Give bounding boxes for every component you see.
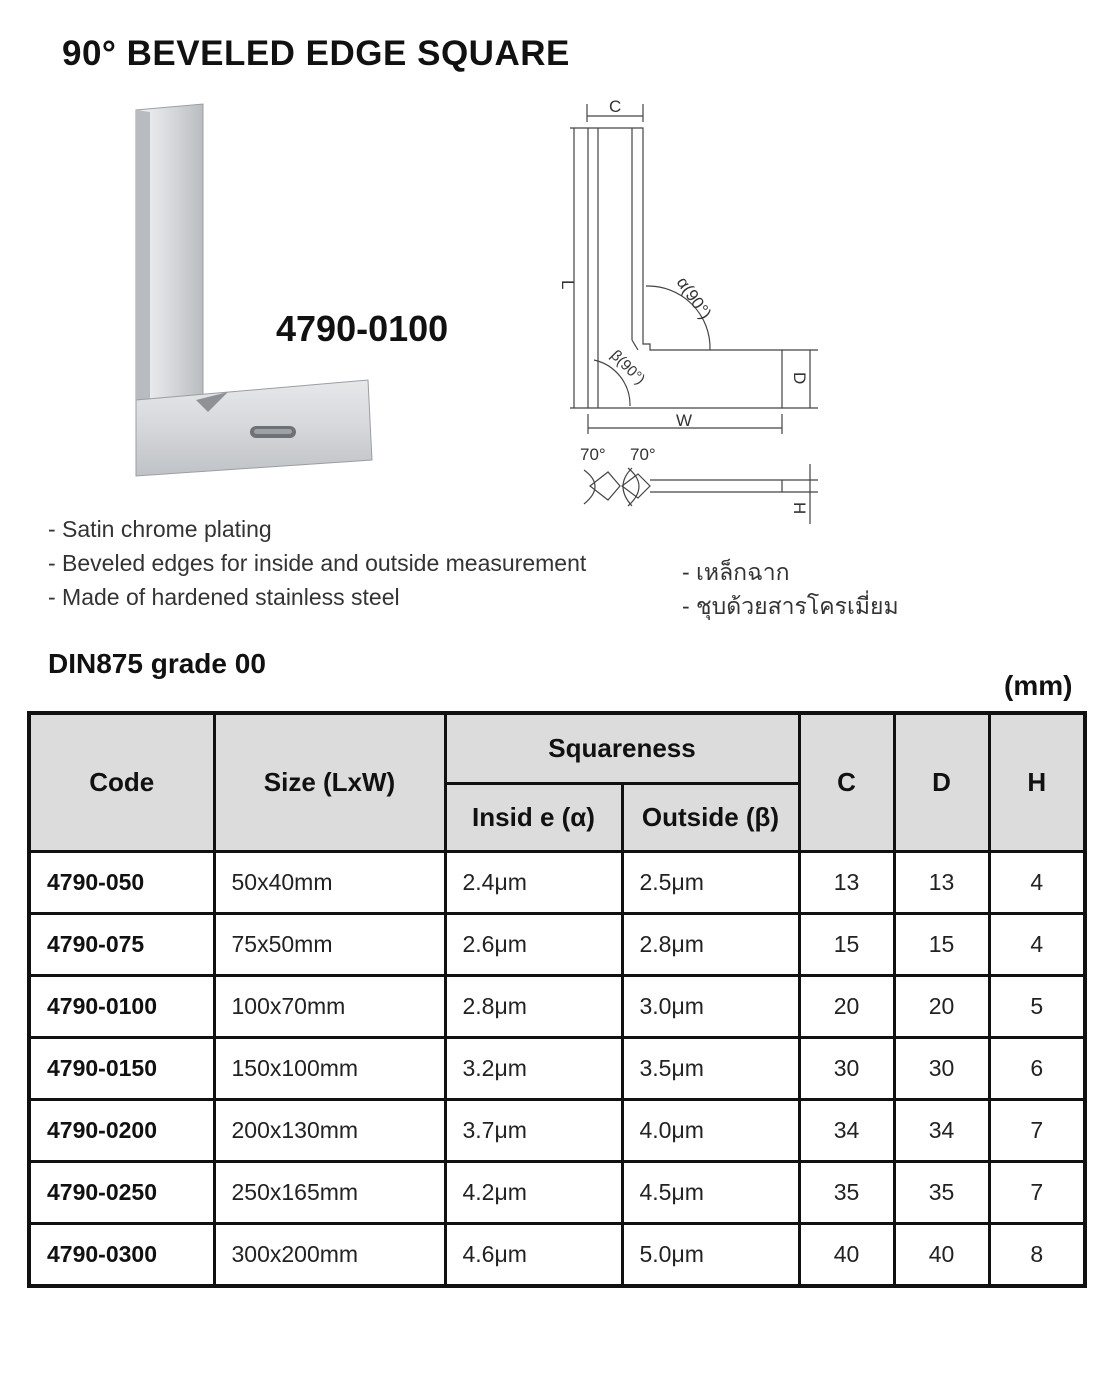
dim-label-d: D (790, 372, 809, 385)
table-row (29, 851, 1085, 913)
table-row (29, 1223, 1085, 1286)
cell-code: 4790-075 (29, 913, 214, 975)
grade-label: DIN875 grade 00 (48, 648, 266, 679)
cell-size: 100x70mm (214, 975, 445, 1037)
table-row (29, 1099, 1085, 1161)
cell-outside: 3.5μm (622, 1037, 799, 1099)
cell-d: 40 (894, 1223, 989, 1286)
feature-item: - Satin chrome plating (48, 516, 272, 542)
dim-label-c: C (609, 97, 622, 116)
dim-label-w: W (676, 411, 693, 430)
cell-outside: 2.8μm (622, 913, 799, 975)
cell-size: 250x165mm (214, 1161, 445, 1223)
cell-outside: 4.5μm (622, 1161, 799, 1223)
cell-c: 20 (799, 975, 894, 1037)
cell-d: 30 (894, 1037, 989, 1099)
dim-label-alpha: α(90°) (672, 273, 716, 323)
header-d: D (894, 713, 989, 851)
cell-d: 20 (894, 975, 989, 1037)
cell-h: 7 (989, 1099, 1085, 1161)
cell-d: 15 (894, 913, 989, 975)
cell-inside: 2.6μm (445, 913, 622, 975)
spec-table (27, 711, 1087, 1288)
dim-label-h: H (790, 502, 809, 515)
cell-inside: 2.8μm (445, 975, 622, 1037)
cell-h: 4 (989, 851, 1085, 913)
cell-code: 4790-0100 (29, 975, 214, 1037)
cell-size: 75x50mm (214, 913, 445, 975)
table-row (29, 1161, 1085, 1223)
cell-inside: 4.2μm (445, 1161, 622, 1223)
header-code: Code (29, 713, 214, 851)
cell-c: 35 (799, 1161, 894, 1223)
cell-outside: 4.0μm (622, 1099, 799, 1161)
cell-c: 40 (799, 1223, 894, 1286)
dimension-diagram (560, 92, 830, 532)
cell-outside: 5.0μm (622, 1223, 799, 1286)
cell-size: 150x100mm (214, 1037, 445, 1099)
feature-item-thai: - ชุบด้วยสารโครเมี่ยม (682, 593, 899, 619)
header-inside: Insid e (α) (445, 783, 622, 851)
cell-inside: 2.4μm (445, 851, 622, 913)
cell-d: 13 (894, 851, 989, 913)
table-row (29, 913, 1085, 975)
header-outside: Outside (β) (622, 783, 799, 851)
cell-c: 34 (799, 1099, 894, 1161)
cell-outside: 2.5μm (622, 851, 799, 913)
dim-label-l: L (558, 280, 577, 290)
page-title: 90° BEVELED EDGE SQUARE (62, 34, 570, 73)
cell-inside: 3.2μm (445, 1037, 622, 1099)
feature-item: - Beveled edges for inside and outside measurement (48, 550, 587, 576)
cell-d: 35 (894, 1161, 989, 1223)
model-code: 4790-0100 (276, 308, 449, 349)
cell-inside: 4.6μm (445, 1223, 622, 1286)
cell-h: 7 (989, 1161, 1085, 1223)
cell-outside: 3.0μm (622, 975, 799, 1037)
cell-h: 6 (989, 1037, 1085, 1099)
cell-inside: 3.7μm (445, 1099, 622, 1161)
cell-size: 50x40mm (214, 851, 445, 913)
dim-label-angle-left: 70° (580, 445, 606, 464)
cell-size: 300x200mm (214, 1223, 445, 1286)
header-h: H (989, 713, 1085, 851)
cell-h: 5 (989, 975, 1085, 1037)
header-squareness: Squareness (445, 713, 799, 783)
cell-c: 15 (799, 913, 894, 975)
table-row (29, 975, 1085, 1037)
feature-item: - Made of hardened stainless steel (48, 584, 400, 610)
dim-label-beta: β(90°) (607, 346, 649, 389)
product-photo (128, 100, 378, 482)
cell-size: 200x130mm (214, 1099, 445, 1161)
cell-code: 4790-0150 (29, 1037, 214, 1099)
header-size: Size (LxW) (214, 713, 445, 851)
feature-item-thai: - เหล็กฉาก (682, 559, 790, 585)
cell-c: 13 (799, 851, 894, 913)
cell-code: 4790-0250 (29, 1161, 214, 1223)
feature-list-thai (682, 555, 899, 623)
cell-code: 4790-0200 (29, 1099, 214, 1161)
cell-h: 4 (989, 913, 1085, 975)
table-row (29, 1037, 1085, 1099)
cell-c: 30 (799, 1037, 894, 1099)
dim-label-angle-right: 70° (630, 445, 656, 464)
feature-list (48, 512, 586, 614)
cell-h: 8 (989, 1223, 1085, 1286)
cell-code: 4790-0300 (29, 1223, 214, 1286)
unit-label: (mm) (1004, 670, 1073, 701)
cell-code: 4790-050 (29, 851, 214, 913)
header-c: C (799, 713, 894, 851)
cell-d: 34 (894, 1099, 989, 1161)
